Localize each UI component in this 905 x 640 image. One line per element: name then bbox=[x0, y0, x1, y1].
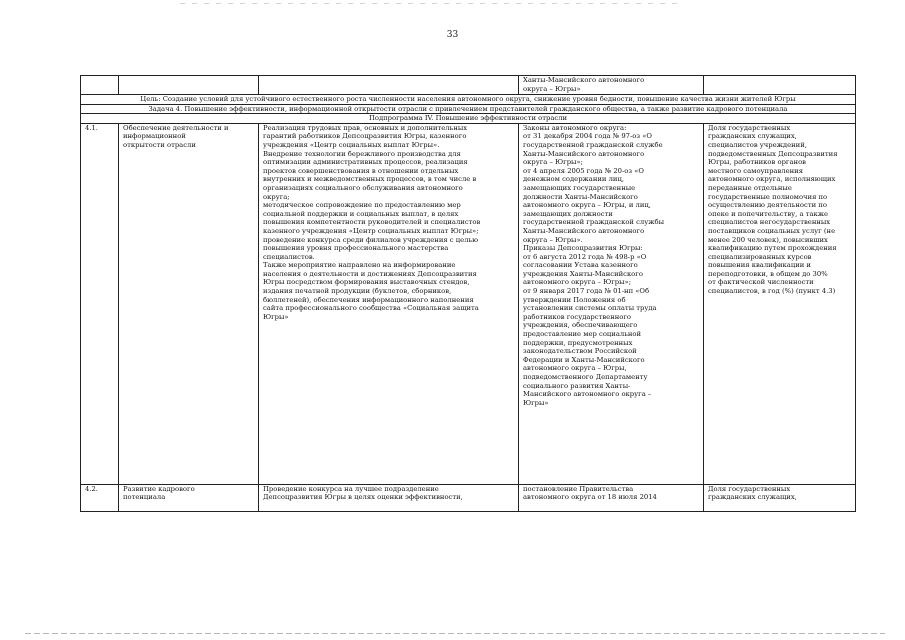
text-line: переподготовки, в общем до 30% bbox=[708, 269, 828, 278]
text-line: установлении системы оплаты труда bbox=[523, 304, 657, 313]
text-line: автономного округа – Югры, и лиц, bbox=[523, 201, 651, 210]
indicator bbox=[704, 484, 856, 511]
text-line: Депсоцразвития Югры в целях оценки эффективности, bbox=[263, 493, 463, 502]
text-line: округа – Югры»; bbox=[523, 158, 583, 167]
text-line: специалистов учреждений, bbox=[708, 140, 807, 149]
text-line: учреждения «Центр социальных выплат Югры». bbox=[263, 140, 440, 149]
text-line: сайта профессионального сообщества «Социальная защита bbox=[263, 304, 479, 313]
text-line: местного самоуправления bbox=[708, 166, 803, 175]
text-line: повышения квалификации и bbox=[708, 261, 811, 270]
text-line: квалификацию путем прохождения bbox=[708, 244, 837, 253]
text-line: опеке и попечительству, а также bbox=[708, 209, 829, 218]
cell-num bbox=[81, 76, 119, 95]
text-line: государственной гражданской службе bbox=[523, 140, 663, 149]
legal-basis bbox=[519, 123, 704, 484]
cell-description bbox=[259, 76, 519, 95]
text-line: специалистов. bbox=[263, 252, 315, 261]
text-line: гарантий работников Депсоцразвития Югры, казенного bbox=[263, 132, 467, 141]
text-line: оптимизации административных процессов, реализация bbox=[263, 158, 468, 167]
text-line: поддержки, предусмотренных bbox=[523, 338, 633, 347]
page-number: 33 bbox=[446, 30, 459, 40]
cell-indicator bbox=[704, 76, 856, 95]
text-line: проведение конкурса среди филиалов учреждения с целью bbox=[263, 235, 479, 244]
text-line: бюллетеней), обеспечения информационного наполнения bbox=[263, 295, 474, 304]
scan-artifact-bottom bbox=[25, 633, 885, 634]
cell-name bbox=[119, 76, 259, 95]
text-line: автономного округа от 18 июля 2014 bbox=[523, 493, 657, 502]
subprogram-text: Подпрограмма IV. Повышение эффективности отрасли bbox=[81, 114, 856, 124]
task-row bbox=[81, 104, 856, 114]
text-line: специалистов негосударственных bbox=[708, 218, 831, 227]
text-line: осуществлению деятельности по bbox=[708, 201, 827, 210]
text-line: замещающих должности bbox=[523, 209, 613, 218]
goal-row bbox=[81, 95, 856, 105]
text-line: Приказы Депсоцразвития Югры: bbox=[523, 244, 643, 253]
text-line: от 4 апреля 2005 года № 20-оз «О bbox=[523, 166, 644, 175]
text-line: Обеспечение деятельности и bbox=[123, 123, 229, 132]
subprogram-row bbox=[81, 114, 856, 124]
text-line: потенциала bbox=[123, 493, 166, 502]
text-line: казенного учреждения «Центр социальных выплат Югры»; bbox=[263, 226, 479, 235]
text-line: Югры, работников органов bbox=[708, 158, 806, 167]
measure-name bbox=[119, 484, 259, 511]
text-line: автономного округа, исполняющих bbox=[708, 175, 836, 184]
text-line: работников государственного bbox=[523, 312, 632, 321]
text-line: гражданских служащих, bbox=[708, 132, 797, 141]
text-line: Проведение конкурса на лучшее подразделение bbox=[263, 484, 439, 493]
text-line: социальной поддержки и социальных выплат, в целях bbox=[263, 209, 459, 218]
text-line: государственной гражданской службы bbox=[523, 218, 665, 227]
scan-artifact-top bbox=[180, 3, 680, 4]
text-line: повышения компетентности руководителей и специалистов bbox=[263, 218, 481, 227]
text-line: от фактической численности bbox=[708, 278, 814, 287]
text-line: государственные полномочия по bbox=[708, 192, 828, 201]
continued-row bbox=[81, 76, 856, 95]
text-line: населения о деятельности и достижениях Депсоцразвития bbox=[263, 269, 477, 278]
text-line: Ханты-Мансийского автономного bbox=[523, 149, 645, 158]
text-line: методическое сопровождение по предоставлению мер bbox=[263, 201, 461, 210]
text-line: Ханты-Мансийского автономного bbox=[523, 226, 645, 235]
text-line: Также мероприятие направлено на информирование bbox=[263, 261, 456, 270]
measure-name bbox=[119, 123, 259, 484]
text-line: переданные отдельные bbox=[708, 183, 792, 192]
text-line: проектов совершенствования в отношении отдельных bbox=[263, 166, 459, 175]
text-line: специалистов, в год (%) (пункт 4.3) bbox=[708, 287, 836, 296]
text-line: согласовании Устава казенного bbox=[523, 261, 638, 270]
table-row-4-2 bbox=[81, 484, 856, 511]
text-line: округа; bbox=[263, 192, 290, 201]
row-number: 4.1. bbox=[81, 123, 119, 484]
text-line: Мансийского автономного округа – bbox=[523, 390, 652, 399]
program-table bbox=[80, 75, 856, 512]
text-line: Федерации и Ханты-Мансийского bbox=[523, 355, 645, 364]
text-line: подведомственных Депсоцразвития bbox=[708, 149, 838, 158]
text-line: гражданских служащих, bbox=[708, 493, 797, 502]
text-line: поставщиков социальных услуг (не bbox=[708, 226, 836, 235]
text-line: утверждении Положения об bbox=[523, 295, 626, 304]
text-line: автономного округа – Югры, bbox=[523, 364, 627, 373]
text-line: Реализация трудовых прав, основных и дополнительных bbox=[263, 123, 468, 132]
text-line: повышения уровня профессионального мастерства bbox=[263, 244, 449, 253]
text-line: законодательством Российской bbox=[523, 347, 637, 356]
text-line: социального развития Ханты- bbox=[523, 381, 631, 390]
text-line: издания печатной продукции (буклетов, сборников, bbox=[263, 287, 452, 296]
text-line: округа – Югры». bbox=[523, 235, 583, 244]
text-line: от 6 августа 2012 года № 498-р «О bbox=[523, 252, 647, 261]
text-line: от 31 декабря 2004 года № 97-оз «О bbox=[523, 132, 652, 141]
text-line: Законы автономного округа: bbox=[523, 123, 627, 132]
text-line: информационной bbox=[123, 132, 186, 141]
measure-description bbox=[259, 484, 519, 511]
table-row-4-1 bbox=[81, 123, 856, 484]
text-line: Югры» bbox=[263, 312, 289, 321]
measure-description bbox=[259, 123, 519, 484]
task-text: Задача 4. Повышение эффективности, информационной открытости отрасли с привлечением представителей гражданского общества, а также развитие кадрового потенциала bbox=[81, 104, 856, 114]
text-line: Ханты-Мансийского автономного bbox=[523, 76, 645, 84]
goal-text: Цель: Создание условий для устойчивого естественного роста численности населения автономного округа, снижение уровня бедности, повышение качества жизни жителей Югры bbox=[81, 95, 856, 105]
row-number: 4.2. bbox=[81, 484, 119, 511]
text-line: от 9 января 2017 года № 01-нп «Об bbox=[523, 287, 650, 296]
text-line: денежном содержании лиц, bbox=[523, 175, 624, 184]
text-line: округа – Югры» bbox=[523, 84, 581, 93]
text-line: должности Ханты-Мансийского bbox=[523, 192, 638, 201]
text-line: специализированных курсов bbox=[708, 252, 812, 261]
text-line: замещающих государственные bbox=[523, 183, 636, 192]
text-line: Югры посредством формирования выставочных стендов, bbox=[263, 278, 470, 287]
text-line: Югры» bbox=[523, 398, 549, 407]
text-line: учреждения, обеспечивающего bbox=[523, 321, 638, 330]
text-line: постановление Правительства bbox=[523, 484, 634, 493]
text-line: менее 200 человек), повысивших bbox=[708, 235, 828, 244]
text-line: Внедрение технологии бережливого производства для bbox=[263, 149, 461, 158]
text-line: автономного округа – Югры»; bbox=[523, 278, 631, 287]
text-line: открытости отрасли bbox=[123, 140, 196, 149]
text-line: подведомственного Департаменту bbox=[523, 373, 648, 381]
text-line: организациях социального обслуживания автономного bbox=[263, 183, 463, 192]
text-line: Доля государственных bbox=[708, 123, 791, 132]
text-line: предоставление мер социальной bbox=[523, 330, 642, 339]
indicator bbox=[704, 123, 856, 484]
legal-basis bbox=[519, 484, 704, 511]
text-line: Доля государственных bbox=[708, 484, 791, 493]
text-line: Развитие кадрового bbox=[123, 484, 195, 493]
text-line: учреждения Ханты-Мансийского bbox=[523, 269, 643, 278]
cell-legal-basis bbox=[519, 76, 704, 95]
text-line: внутренних и межведомственных процессов, в том числе в bbox=[263, 175, 477, 184]
